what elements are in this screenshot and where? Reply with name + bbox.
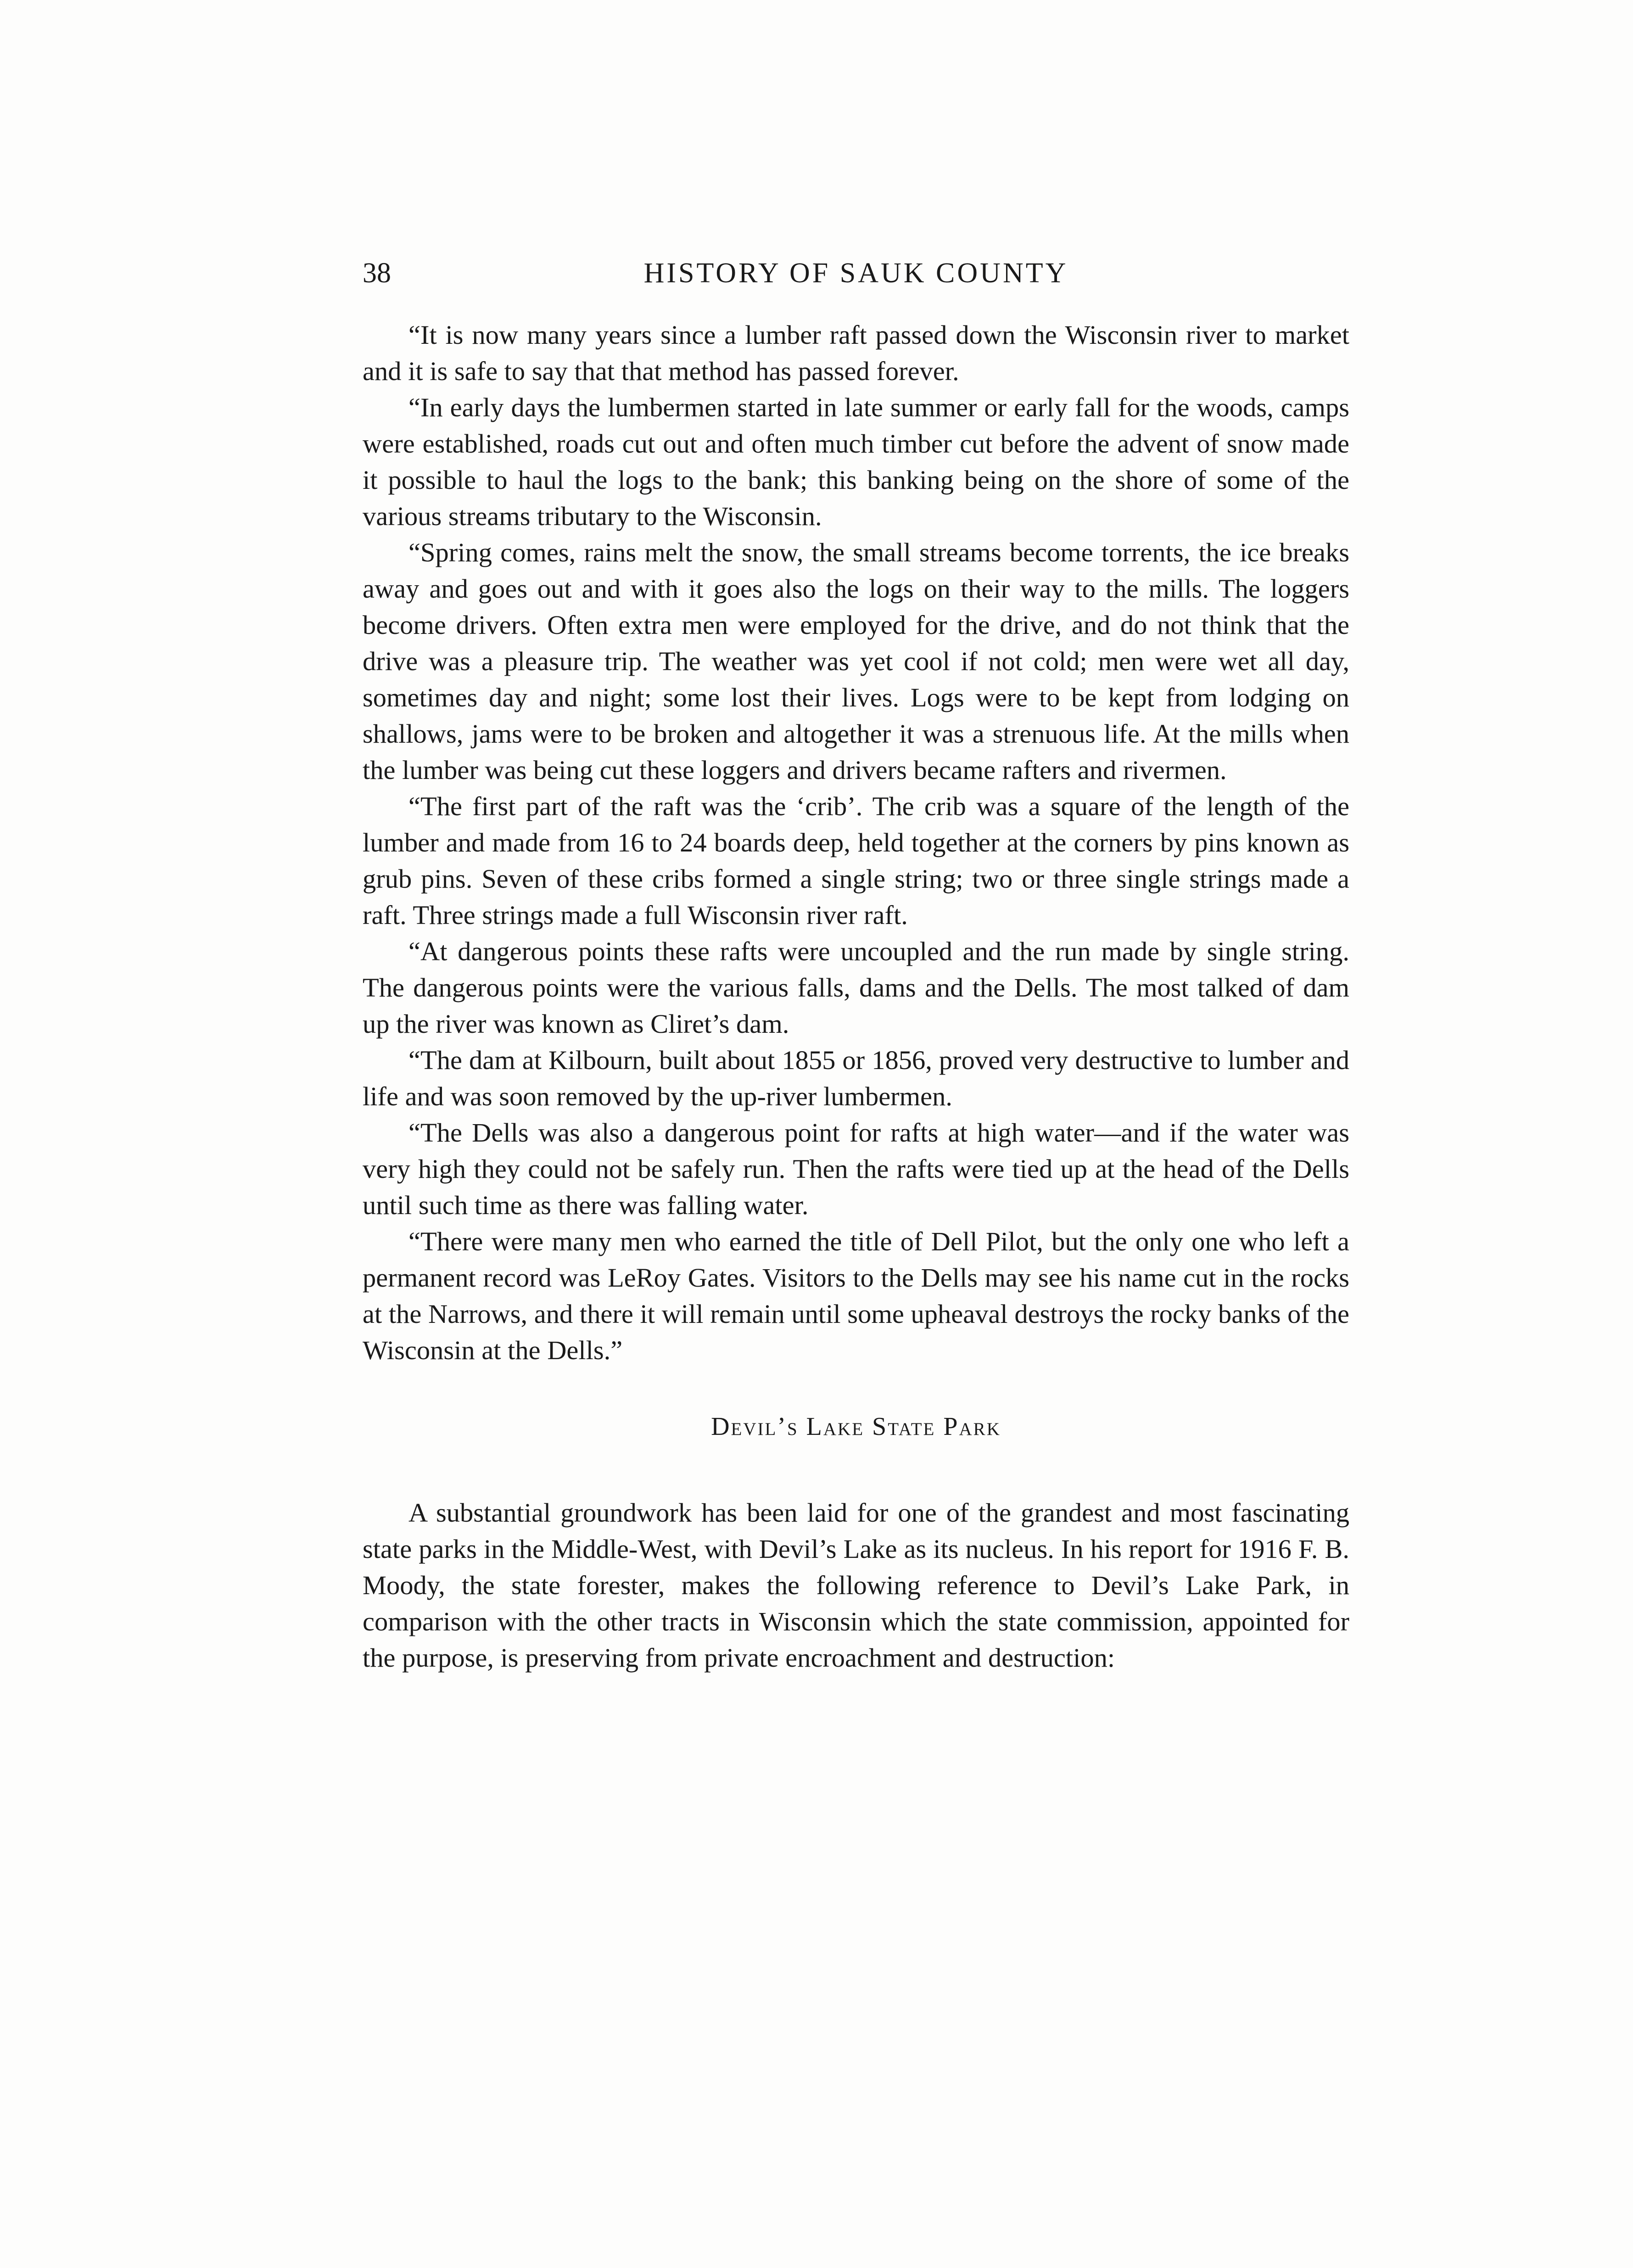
running-head	[363, 255, 1349, 291]
body-text	[363, 317, 1349, 1676]
paragraph-raft-passing: “It is now many years since a lumber raft passed down the Wisconsin river to market and it is safe to say that that method has passed forever.	[363, 320, 1349, 386]
page-number: 38	[363, 258, 391, 289]
section-heading: Devil’s Lake State Park	[711, 1412, 1001, 1441]
paragraph-dell-pilot: “There were many men who earned the title of Dell Pilot, but the only one who left a permanent record was LeRoy Gates. Visitors to the Dells may see his name cut in the rocks at the Narrows, and there it will remain until some upheaval destroys the rocky banks of the Wisconsin at the Dells.”	[363, 1226, 1349, 1365]
running-head-title: HISTORY OF SAUK COUNTY	[643, 258, 1068, 289]
paragraph-dangerous-points: “At dangerous points these rafts were uncoupled and the run made by single string. The dangerous points were the various falls, dams and the Dells. The most talked of dam up the river was known as Cliret’s dam.	[363, 936, 1349, 1039]
paragraph-crib: “The first part of the raft was the ‘crib’. The crib was a square of the length of the lumber and made from 16 to 24 boards deep, held together at the corners by pins known as grub pins. Seven of these cribs formed a single string; two or three single strings made a raft. Three strings made a full Wisconsin river raft.	[363, 791, 1349, 930]
paragraph-dells-high-water: “The Dells was also a dangerous point for rafts at high water—and if the water was very high they could not be safely run. Then the rafts were tied up at the head of the Dells until such time as there was falling water.	[363, 1118, 1349, 1220]
paragraph-early-days: “In early days the lumbermen started in late summer or early fall for the woods, camps were established, roads cut out and often much timber cut before the advent of snow made it possible to haul the logs to the bank; this banking being on the shore of some of the various streams tributary to the Wisconsin.	[363, 392, 1349, 531]
paragraph-kilbourn-dam: “The dam at Kilbourn, built about 1855 or 1856, proved very destructive to lumber and life and was soon removed by the up-river lumbermen.	[363, 1045, 1349, 1111]
paragraph-spring-drive: “Spring comes, rains melt the snow, the small streams become torrents, the ice breaks away and goes out and with it goes also the logs on their way to the mills. The loggers become drivers. Often extra men were employed for the drive, and do not think that the drive was a pleasure trip. The weather was yet cool if not cold; men were wet all day, sometimes day and night; some lost their lives. Logs were to be kept from lodging on shallows, jams were to be broken and altogether it was a strenuous life. At the mills when the lumber was being cut these loggers and drivers became rafters and rivermen.	[363, 538, 1349, 785]
paragraph-devils-lake: A substantial groundwork has been laid for one of the grandest and most fascinating state parks in the Middle-West, with Devil’s Lake as its nucleus. In his report for 1916 F. B. Moody, the state forester, makes the following reference to Devil’s Lake Park, in comparison with the other tracts in Wisconsin which the state commission, appointed for the purpose, is preserving from private encroachment and destruction:	[363, 1498, 1349, 1673]
